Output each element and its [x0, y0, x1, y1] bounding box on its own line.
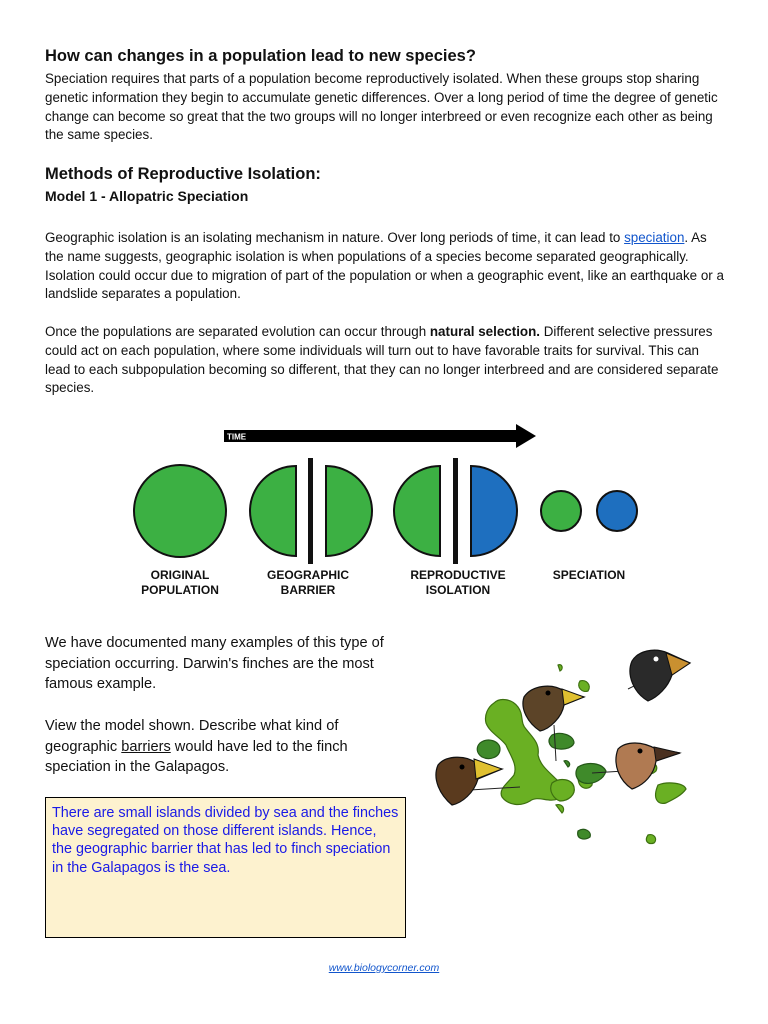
species-a-circle: [541, 491, 581, 531]
finch-example-paragraph: We have documented many examples of this type of speciation occurring. Darwin's finches are the most famous example.: [45, 635, 384, 692]
small-island-3: [558, 665, 562, 671]
time-label: TIME: [227, 432, 247, 442]
para2-text-start: Once the populations are separated evolution can occur through: [45, 324, 430, 339]
barrier-question-paragraph: [45, 716, 405, 778]
eastern-island: [656, 783, 686, 803]
question-text-end: would have led to the finch speciation in the Galapagos.: [45, 738, 348, 775]
footer: [0, 962, 768, 974]
speciation-link[interactable]: speciation: [624, 230, 685, 245]
barrier-right-half: [326, 466, 372, 556]
question-text-start: View the model shown. Describe what kind of geographic: [45, 718, 339, 755]
dark-island-4: [578, 829, 591, 839]
model-heading: Model 1 - Allopatric Speciation: [45, 188, 249, 204]
stage2-label-line2: BARRIER: [280, 583, 336, 597]
para1-text-start: Geographic isolation is an isolating mechanism in nature. Over long periods of time, it can lead to: [45, 230, 625, 245]
stage3-label-line2: ISOLATION: [425, 583, 491, 597]
dark-island-5: [564, 761, 570, 767]
barriers-term: barriers: [121, 738, 171, 755]
methods-heading: Methods of Reproductive Isolation:: [45, 165, 321, 183]
isolation-left-half: [394, 466, 440, 556]
barrier-wall-2: [453, 458, 458, 564]
answer-box[interactable]: [45, 797, 406, 938]
intro-paragraph: Speciation requires that parts of a population become reproductively isolated. When these groups stop sharing genetic information they begin to accumulate genetic differences. Over a long period of time the degree of genetic change can become so great that the two groups will no longer interbreed or even recognize each other as being the same species.: [45, 71, 718, 143]
stage1-label-line1: ORIGINAL: [150, 568, 210, 582]
finch-head-left: [436, 757, 502, 805]
page-heading: How can changes in a population lead to new species?: [45, 47, 476, 65]
allopatric-speciation-diagram: [120, 420, 650, 605]
natural-selection-term: natural selection.: [429, 324, 541, 339]
barrier-left-half: [250, 466, 296, 556]
para1-text-end: . As the name suggests, geographic isolation is when populations of a species become separated geographically. Isolation could occur due to migration of part of the population or when a geographic event, like an earthquake or a landslide separates a population.: [45, 230, 724, 302]
stage1-label-line2: POPULATION: [141, 583, 219, 597]
galapagos-finch-illustration: [428, 645, 698, 855]
small-island-6: [556, 805, 564, 813]
finch-head-top-right: [630, 650, 690, 701]
finch-head-right: [616, 743, 680, 789]
natural-selection-paragraph: [45, 323, 725, 398]
small-island-5: [646, 835, 655, 844]
stage4-label: SPECIATION: [552, 568, 626, 582]
dark-island-2: [549, 733, 574, 749]
species-b-circle: [597, 491, 637, 531]
footer-link[interactable]: www.biologycorner.com: [328, 962, 440, 974]
answer-text: There are small islands divided by sea and the finches have segregated on those different islands. Hence, the geographic barrier that has led to finch speciation in the Galapagos is the sea.: [52, 805, 399, 876]
dark-island-3: [576, 764, 606, 784]
geographic-isolation-paragraph: [45, 229, 725, 304]
para2-text-end: Different selective pressures could act on each population, where some individuals will turn out to have favorable traits for survival. This can lead to each subpopulation becoming so different, that they can no longer interbreed and are considered separate species.: [45, 324, 719, 396]
finch-head-middle: [523, 686, 584, 731]
small-island-2: [579, 681, 590, 692]
original-population-circle: [134, 465, 226, 557]
dark-island-1: [477, 740, 500, 758]
time-arrow: [224, 424, 536, 448]
southern-island: [551, 780, 575, 801]
stage3-label-line1: REPRODUCTIVE: [410, 568, 506, 582]
barrier-wall-1: [308, 458, 313, 564]
isolation-right-half: [471, 466, 517, 556]
stage2-label-line1: GEOGRAPHIC: [266, 568, 350, 582]
